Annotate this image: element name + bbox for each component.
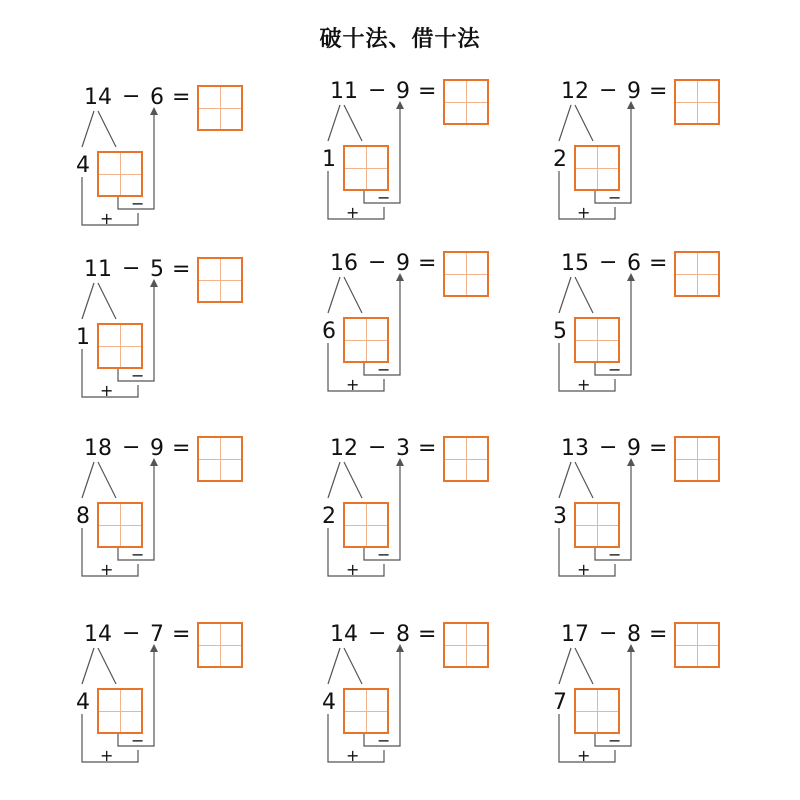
intermediate-box[interactable] — [574, 317, 620, 363]
subtrahend: 6 — [627, 251, 641, 276]
intermediate-box[interactable] — [574, 502, 620, 548]
split-line-left — [328, 648, 340, 684]
minus-label: − — [608, 545, 622, 564]
minus-label: − — [131, 731, 145, 750]
answer-box[interactable] — [674, 622, 720, 668]
split-line-right — [575, 277, 593, 313]
split-line-left — [328, 105, 340, 141]
minus-label: − — [608, 360, 622, 379]
answer-box[interactable] — [443, 436, 489, 482]
problem-card — [76, 435, 264, 596]
answer-box[interactable] — [674, 79, 720, 125]
split-line-right — [575, 648, 593, 684]
split-line-right — [344, 462, 362, 498]
plus-label: + — [100, 209, 114, 228]
equals-sign: = — [649, 79, 668, 104]
subtrahend: 7 — [150, 622, 164, 647]
intermediate-box[interactable] — [343, 145, 389, 191]
ones-part: 1 — [76, 325, 90, 350]
ones-part: 8 — [76, 504, 90, 529]
minuend: 11 — [330, 79, 358, 104]
plus-label: + — [577, 203, 591, 222]
minuend: 17 — [561, 622, 589, 647]
subtrahend: 9 — [627, 79, 641, 104]
minus-operator: − — [599, 250, 618, 275]
split-line-right — [98, 283, 116, 319]
ones-part: 2 — [553, 147, 567, 172]
intermediate-box[interactable] — [343, 688, 389, 734]
minuend: 14 — [84, 85, 112, 110]
minuend: 12 — [561, 79, 589, 104]
answer-box[interactable] — [443, 79, 489, 125]
equals-sign: = — [418, 251, 437, 276]
answer-box[interactable] — [197, 257, 243, 303]
ones-part: 5 — [553, 319, 567, 344]
split-line-right — [575, 105, 593, 141]
minus-operator: − — [368, 435, 387, 460]
ones-part: 1 — [322, 147, 336, 172]
intermediate-box[interactable] — [97, 151, 143, 197]
minus-label: − — [608, 731, 622, 750]
minus-operator: − — [122, 435, 141, 460]
split-line-left — [328, 277, 340, 313]
subtrahend: 9 — [396, 79, 410, 104]
problem-card — [322, 78, 510, 239]
minus-operator: − — [122, 84, 141, 109]
minuend: 14 — [84, 622, 112, 647]
plus-label: + — [346, 746, 360, 765]
equals-sign: = — [172, 257, 191, 282]
plus-label: + — [100, 381, 114, 400]
minuend: 18 — [84, 436, 112, 461]
minus-operator: − — [599, 78, 618, 103]
ones-part: 4 — [76, 690, 90, 715]
minus-operator: − — [122, 256, 141, 281]
subtrahend: 8 — [627, 622, 641, 647]
equals-sign: = — [172, 436, 191, 461]
intermediate-box[interactable] — [97, 688, 143, 734]
minus-label: − — [131, 366, 145, 385]
problem-card — [553, 78, 741, 239]
minus-operator: − — [368, 78, 387, 103]
split-line-left — [82, 111, 94, 147]
intermediate-box[interactable] — [97, 323, 143, 369]
split-line-right — [344, 105, 362, 141]
problem-card — [76, 621, 264, 782]
plus-label: + — [577, 375, 591, 394]
plus-label: + — [346, 203, 360, 222]
minus-operator: − — [368, 621, 387, 646]
split-line-left — [559, 462, 571, 498]
split-line-right — [98, 648, 116, 684]
ones-part: 4 — [76, 153, 90, 178]
intermediate-box[interactable] — [97, 502, 143, 548]
answer-box[interactable] — [197, 622, 243, 668]
ones-part: 4 — [322, 690, 336, 715]
plus-label: + — [100, 560, 114, 579]
equals-sign: = — [418, 79, 437, 104]
split-line-left — [559, 277, 571, 313]
equals-sign: = — [649, 436, 668, 461]
plus-label: + — [346, 375, 360, 394]
subtrahend: 9 — [150, 436, 164, 461]
answer-box[interactable] — [197, 85, 243, 131]
subtrahend: 3 — [396, 436, 410, 461]
equals-sign: = — [649, 622, 668, 647]
subtrahend: 8 — [396, 622, 410, 647]
split-line-right — [98, 111, 116, 147]
answer-box[interactable] — [674, 251, 720, 297]
answer-box[interactable] — [443, 251, 489, 297]
ones-part: 2 — [322, 504, 336, 529]
minuend: 11 — [84, 257, 112, 282]
minus-label: − — [131, 545, 145, 564]
ones-part: 6 — [322, 319, 336, 344]
subtrahend: 5 — [150, 257, 164, 282]
equals-sign: = — [649, 251, 668, 276]
subtrahend: 9 — [627, 436, 641, 461]
plus-label: + — [346, 560, 360, 579]
subtrahend: 6 — [150, 85, 164, 110]
split-line-left — [82, 283, 94, 319]
plus-label: + — [100, 746, 114, 765]
minus-label: − — [377, 360, 391, 379]
split-line-left — [328, 462, 340, 498]
intermediate-box[interactable] — [574, 688, 620, 734]
minus-operator: − — [368, 250, 387, 275]
split-line-right — [344, 277, 362, 313]
ones-part: 3 — [553, 504, 567, 529]
problem-card — [76, 256, 264, 417]
split-line-right — [575, 462, 593, 498]
problem-card — [553, 621, 741, 782]
problem-card — [322, 621, 510, 782]
split-line-left — [559, 105, 571, 141]
minuend: 13 — [561, 436, 589, 461]
split-line-right — [344, 648, 362, 684]
split-line-left — [559, 648, 571, 684]
answer-box[interactable] — [443, 622, 489, 668]
plus-label: + — [577, 560, 591, 579]
equals-sign: = — [418, 622, 437, 647]
split-line-left — [82, 648, 94, 684]
problem-card — [553, 435, 741, 596]
minus-operator: − — [599, 435, 618, 460]
intermediate-box[interactable] — [343, 502, 389, 548]
intermediate-box[interactable] — [343, 317, 389, 363]
subtrahend: 9 — [396, 251, 410, 276]
problem-card — [76, 84, 264, 245]
minus-operator: − — [122, 621, 141, 646]
intermediate-box[interactable] — [574, 145, 620, 191]
minuend: 14 — [330, 622, 358, 647]
minus-label: − — [377, 188, 391, 207]
problem-card — [322, 435, 510, 596]
minuend: 12 — [330, 436, 358, 461]
equals-sign: = — [172, 85, 191, 110]
minus-label: − — [131, 194, 145, 213]
minus-label: − — [608, 188, 622, 207]
ones-part: 7 — [553, 690, 567, 715]
answer-box[interactable] — [197, 436, 243, 482]
minus-label: − — [377, 545, 391, 564]
minuend: 15 — [561, 251, 589, 276]
problem-card — [553, 250, 741, 411]
split-line-left — [82, 462, 94, 498]
equals-sign: = — [172, 622, 191, 647]
minus-label: − — [377, 731, 391, 750]
split-line-right — [98, 462, 116, 498]
problem-card — [322, 250, 510, 411]
answer-box[interactable] — [674, 436, 720, 482]
minus-operator: − — [599, 621, 618, 646]
page-title: 破十法、借十法 — [319, 27, 481, 52]
equals-sign: = — [418, 436, 437, 461]
plus-label: + — [577, 746, 591, 765]
minuend: 16 — [330, 251, 358, 276]
